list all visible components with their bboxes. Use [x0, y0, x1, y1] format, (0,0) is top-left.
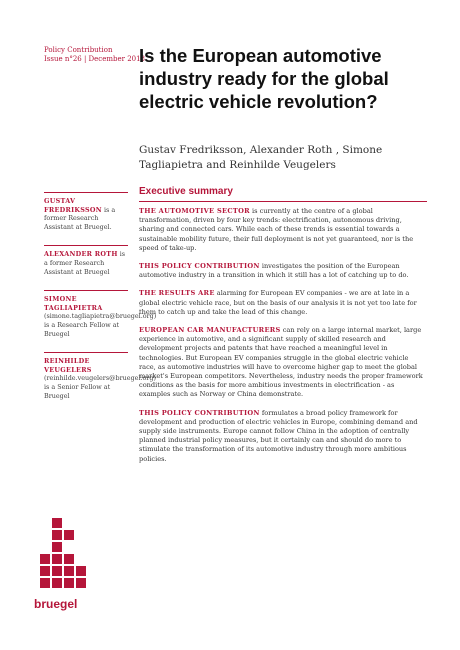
- series-name: Policy Contribution: [44, 46, 113, 54]
- author-sidebar: [44, 192, 157, 414]
- bruegel-wordmark: bruegel: [34, 597, 78, 611]
- author-description: (simone.tagliapietra@bruegel.org) is a Research Fellow at Bruegel: [44, 312, 157, 338]
- author-description: (reinhilde.veugelers@bruegel.org) is a Senior Fellow at Bruegel: [44, 374, 157, 400]
- summary-paragraph: [139, 207, 427, 253]
- author-description: is a former Research Assistant at Bruegel.: [44, 205, 116, 231]
- paragraph-text: can rely on a large internal market, large experience in automotive, and a significant supply of skilled research and development projects and patents that have reached a meaningful level in technologies. But European EV companies struggle in the global electric vehicle race, as automotive industries will have to overcome higher gap to meet the global market's European competitors. Nevertheless, industry needs the proper framework conditions as the basis for more ambitious investments in electrification - as examples such as Norway or China demonstrate.: [139, 326, 423, 399]
- heading-divider: [139, 201, 427, 202]
- author-bio: [44, 352, 157, 400]
- paragraph-text: formulates a broad policy framework for development and production of electric vehicles in Europe, combining demand and supply side instruments. Europe cannot follow China in the adoption of centrally planned industrial policy measures, but it certainly can and should do more to stimulate the transformation of its automotive industry through more ambitious policies.: [139, 408, 418, 463]
- paragraph-lead: EUROPEAN CAR MANUFACTURERS: [139, 326, 281, 335]
- summary-paragraph: [139, 326, 427, 400]
- author-name: ALEXANDER ROTH: [44, 250, 118, 259]
- paragraph-lead: THE RESULTS ARE: [139, 289, 215, 298]
- summary-paragraph: [139, 289, 427, 317]
- author-bio: [44, 245, 128, 276]
- summary-paragraph: [139, 409, 427, 464]
- executive-summary-heading: Executive summary: [139, 186, 233, 197]
- paragraph-text: investigates the position of the European automotive industry in a transition in which it still has a lot of catching up to do.: [139, 262, 409, 280]
- paragraph-text: is currently at the centre of a global transformation, driven by four key trends: electrification, autonomous driving, sharing and connected cars. While each of these trends is essential towards a sustainable mobility future, their full deployment is not yet guaranteed, nor is the speed of take-up.: [139, 207, 414, 252]
- author-bio: [44, 192, 128, 231]
- executive-summary-body: [139, 207, 427, 473]
- authors: Gustav Fredriksson, Alexander Roth , Simone Tagliapietra and Reinhilde Veugelers: [139, 144, 383, 171]
- series-label: [44, 46, 145, 64]
- paragraph-lead: THIS POLICY CONTRIBUTION: [139, 408, 260, 417]
- paragraph-lead: THIS POLICY CONTRIBUTION: [139, 262, 260, 271]
- paragraph-lead: THE AUTOMOTIVE SECTOR: [139, 207, 250, 215]
- author-name: GUSTAV FREDRIKSSON: [44, 197, 102, 214]
- author-bio: [44, 290, 157, 338]
- summary-paragraph: [139, 262, 427, 280]
- author-description: is a former Research Assistant at Bruegel: [44, 250, 126, 276]
- page-title: Is the European automotive industry ready for the global electric vehicle revolution?: [139, 45, 389, 112]
- paragraph-text: alarming for European EV companies - we are at late in a global electric vehicle race, but on the basis of our analysis it is not yet too late for them to catch up and take the lead of this change.: [139, 289, 417, 316]
- author-name: SIMONE TAGLIAPIETRA: [44, 295, 103, 312]
- issue-info: Issue n°26 | December 2018: [44, 55, 146, 63]
- author-name: REINHILDE VEUGELERS: [44, 357, 92, 374]
